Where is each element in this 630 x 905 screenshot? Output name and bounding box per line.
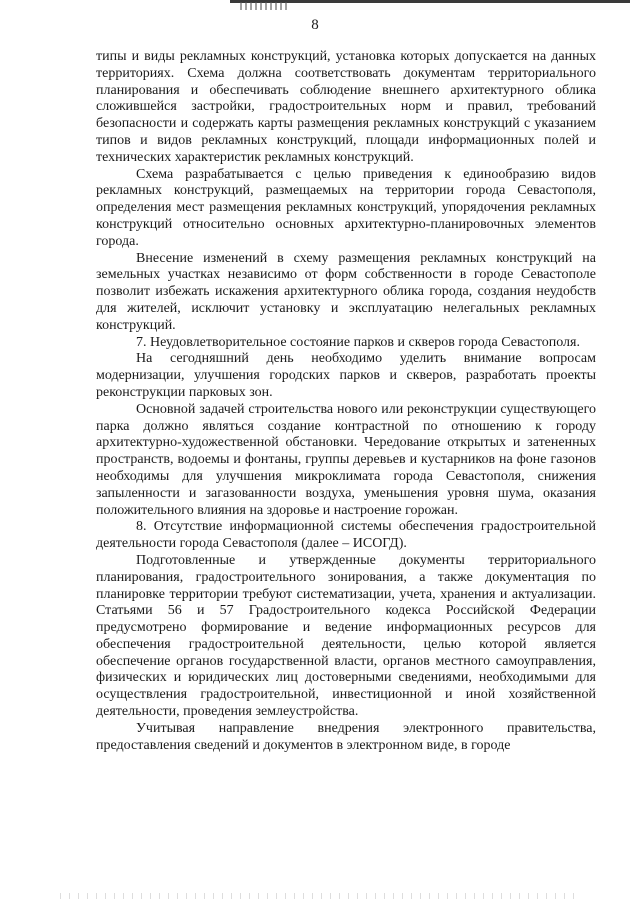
paragraph-schema-content: типы и виды рекламных конструкций, установка которых допускается на данных территориях. Схема должна соответствовать документам территориального планирования и обеспечивать соблюдение внешнего архитектурного облика сложившейся застройки, градостроительных норм и правил, требований безопасности и содержать карты размещения рекламных конструкций с указанием типов и видов рекламных конструкций, площади информационных полей и технических характеристик рекламных конструкций. <box>96 49 596 165</box>
scan-bottom-artifact <box>60 893 580 899</box>
page-number: 8 <box>311 17 319 33</box>
paragraph-e-government: Учитывая направление внедрения электронного правительства, предоставления сведений и документов в электронном виде, в городе <box>96 720 596 753</box>
document-body <box>96 49 596 754</box>
paragraph-item-7-heading: 7. Неудовлетворительное состояние парков и скверов города Севастополя. <box>136 334 580 350</box>
scan-artifact <box>240 2 290 10</box>
paragraph-schema-purpose: Схема разрабатывается с целью приведения к единообразию видов рекламных конструкций, размещаемых на территории города Севастополя, определения мест размещения рекламных конструкций, упорядочения рекламных конструкций относительно основных архитектурно-планировочных элементов города. <box>96 166 596 249</box>
paragraph-isogd-documents: Подготовленные и утвержденные документы территориального планирования, градостроительного зонирования, а также документация по планировке территории требуют систематизации, учета, хранения и актуализации. Статьями 56 и 57 Градостроительного кодекса Российской Федерации предусмотрено формирование и ведение информационных ресурсов для обеспечения градостроительной деятельности, целью которой является обеспечение органов государственной власти, органов местного самоуправления, физических и юридических лиц достоверными сведениями, необходимыми для осуществления градостроительной, инвестиционной и иной хозяйственной деятельности, проведения землеустройства. <box>96 552 596 720</box>
scan-edge-mark <box>230 0 630 3</box>
paragraph-parks-attention: На сегодняшний день необходимо уделить внимание вопросам модернизации, улучшения городских парков и скверов, разработать проекты реконструкции парковых зон. <box>96 351 596 400</box>
paragraph-schema-changes: Внесение изменений в схему размещения рекламных конструкций на земельных участках независимо от форм собственности в городе Севастополе позволит избежать искажения архитектурного облика города, создания неудобств для жителей, исключит установку и эксплуатацию нелегальных рекламных конструкций. <box>96 250 596 333</box>
paragraph-parks-task: Основной задачей строительства нового или реконструкции существующего парка должно являться создание контрастной по отношению к городу архитектурно-художественной обстановки. Чередование открытых и затененных пространств, водоемы и фонтаны, группы деревьев и кустарников на фоне газонов необходимы для улучшения микроклимата города Севастополя, снижения запыленности и загазованности воздуха, уменьшения уровня шума, оказания положительного влияния на здоровье и настроение горожан. <box>96 401 596 518</box>
paragraph-item-8-heading: 8. Отсутствие информационной системы обеспечения градостроительной деятельности города Севастополя (далее – ИСОГД). <box>96 519 596 552</box>
